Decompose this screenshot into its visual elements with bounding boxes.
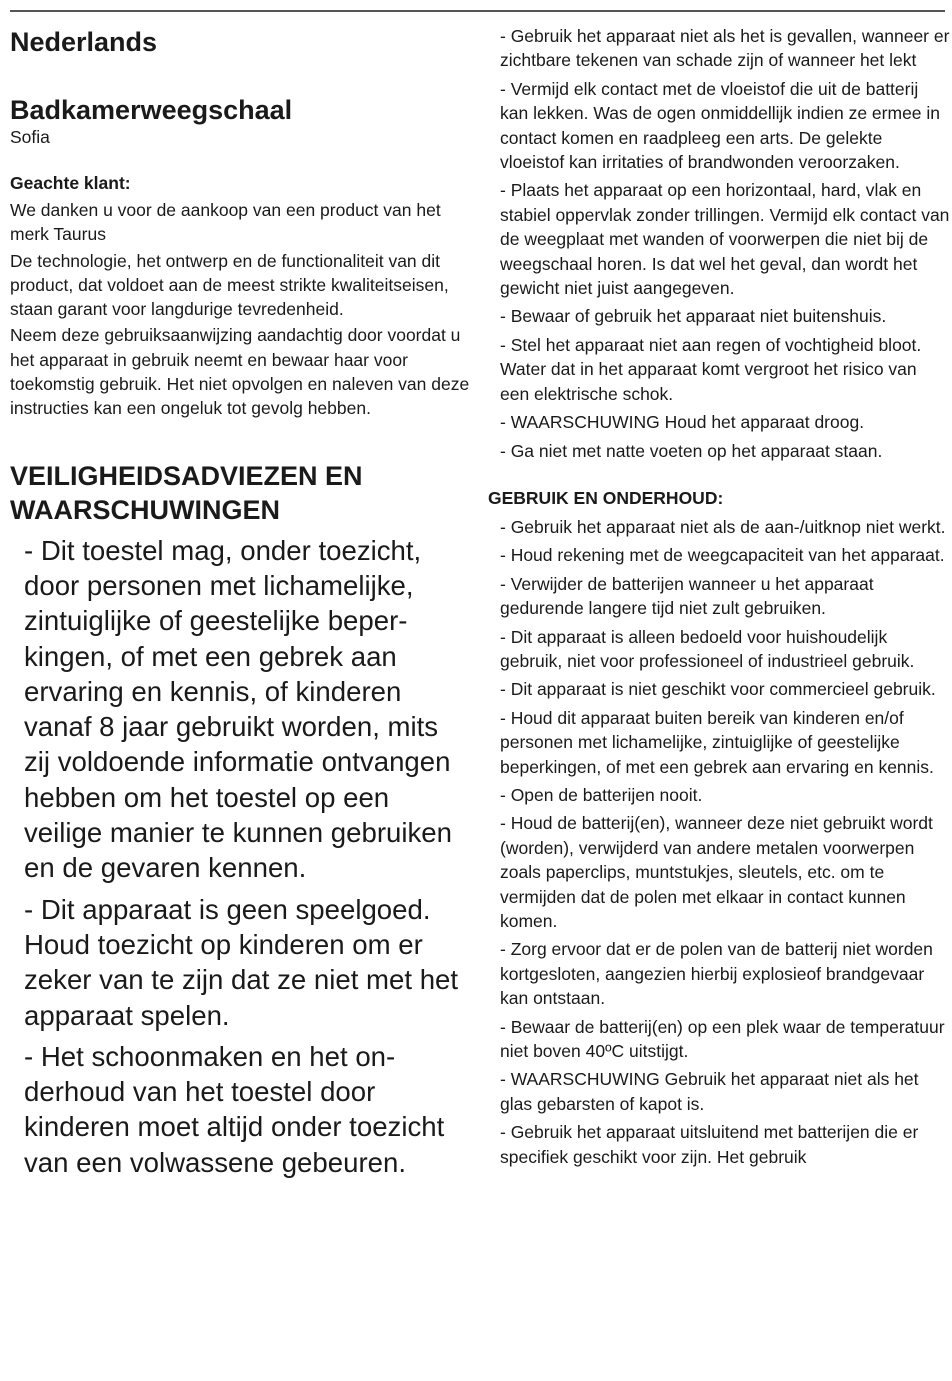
safety-heading: VEILIGHEIDSADVIEZEN EN WAARSCHUWINGEN [10, 460, 363, 525]
safety-large-item: - Dit apparaat is geen speelgoed. Houd toezicht op kinderen om er zeker van te zijn dat ze niet met het apparaat spelen. [24, 893, 459, 1031]
usage-item: - Gebruik het apparaat uitsluitend met batterijen die er specifiek geschikt voor zijn. Het gebruik [500, 1122, 919, 1167]
intro-paragraph: We danken u voor de aankoop van een product van het merk Taurus [10, 200, 441, 245]
safety-large-item: - Dit toestel mag, onder toezicht, door personen met lichamelijke, zintuiglijke of geestelijke beperkingen, of met een gebrek aan ervaring en kennis, of kinderen vanaf 8 jaar gebruikt worden, mits zij voldoende informatie ontvangen hebben om het toestel op een veilige manier te kunnen gebruiken en de gevaren kennen. [24, 534, 452, 884]
usage-item: - Verwijder de batterijen wanneer u het apparaat gedurende langere tijd niet zult gebruiken. [500, 573, 874, 619]
safety-item: - Ga niet met natte voeten op het apparaat staan. [500, 440, 883, 461]
top-divider [10, 10, 945, 12]
usage-item: - Dit apparaat is alleen bedoeld voor huishoudelijk gebruik, niet voor professioneel of industrieel gebruik. [500, 626, 915, 671]
intro-paragraph: Neem deze gebruiksaanwijzing aandachtig door voordat u het apparaat in gebruik neemt en bewaar haar voor toekomstig gebruik. Het niet opvolgen en naleven van deze instructies kan een ongeluk tot gevolg hebben. [10, 325, 470, 419]
left-column [10, 26, 470, 1180]
usage-item: - Zorg ervoor dat er de polen van de batterij niet worden kortgesloten, aangezien hierbij explosieof brandgevaar kan ontstaan. [500, 939, 933, 1009]
safety-item: - Vermijd elk contact met de vloeistof die uit de batterij kan lekken. Was de ogen onmiddellijk indien ze ermee in contact komen en raadpleeg een arts. De gelekte vloeistof kan irritaties of brandwonden veroorzaken. [500, 78, 941, 173]
usage-item: - WAARSCHUWING Gebruik het apparaat niet als het glas gebarsten of kapot is. [500, 1069, 919, 1114]
language-heading: Nederlands [10, 27, 158, 57]
usage-item: - Houd de batterij(en), wanneer deze niet gebruikt wordt (worden), verwijderd van andere metalen voorwerpen zoals paperclips, muntstukjes, sleutels, etc. om te vermijden dat de polen met elkaar in contact kunnen komen. [500, 813, 933, 931]
usage-item: - Open de batterijen nooit. [500, 784, 703, 805]
intro-paragraph: De technologie, het ontwerp en de functionaliteit van dit product, dat voldoet aan de meest strikte kwaliteitseisen, staan garant voor langdurige tevredenheid. [10, 250, 449, 320]
model-name: Sofia [10, 127, 50, 147]
greeting: Geachte klant: [10, 173, 131, 193]
product-title: Badkamerweegschaal [10, 95, 293, 125]
safety-item: - Stel het apparaat niet aan regen of vochtigheid bloot. Water dat in het apparaat komt vergroot het risico van een elektrische schok. [500, 334, 922, 404]
safety-item: - WAARSCHUWING Houd het apparaat droog. [500, 412, 865, 433]
usage-heading: GEBRUIK EN ONDERHOUD: [488, 487, 724, 508]
usage-item: - Bewaar de batterij(en) op een plek waar de temperatuur niet boven 40ºC uitstijgt. [500, 1016, 945, 1062]
safety-large-item: - Het schoonmaken en het onderhoud van het toestel door kinderen moet altijd onder toezicht van een volwassene gebeuren. [24, 1040, 445, 1178]
right-column [488, 24, 950, 1173]
safety-item: - Gebruik het apparaat niet als het is gevallen, wanneer er zichtbare tekenen van schade zijn of wanneer het lekt [500, 26, 950, 71]
safety-item: - Plaats het apparaat op een horizontaal, hard, vlak en stabiel oppervlak zonder trillingen. Vermijd elk contact van de weegplaat met wanden of voorwerpen die niet bij de weegschaal horen. Is dat wel het geval, dan wordt het gewicht niet juist aangegeven. [500, 180, 950, 299]
usage-item: - Houd dit apparaat buiten bereik van kinderen en/of personen met lichamelijke, zintuiglijke of geestelijke beperkingen, of met een gebrek aan ervaring en kennis. [500, 707, 934, 777]
usage-item: - Houd rekening met de weegcapaciteit van het apparaat. [500, 545, 945, 566]
safety-item: - Bewaar of gebruik het apparaat niet buitenshuis. [500, 306, 887, 327]
usage-item: - Dit apparaat is niet geschikt voor commercieel gebruik. [500, 679, 936, 700]
usage-item: - Gebruik het apparaat niet als de aan-/uitknop niet werkt. [500, 516, 946, 537]
